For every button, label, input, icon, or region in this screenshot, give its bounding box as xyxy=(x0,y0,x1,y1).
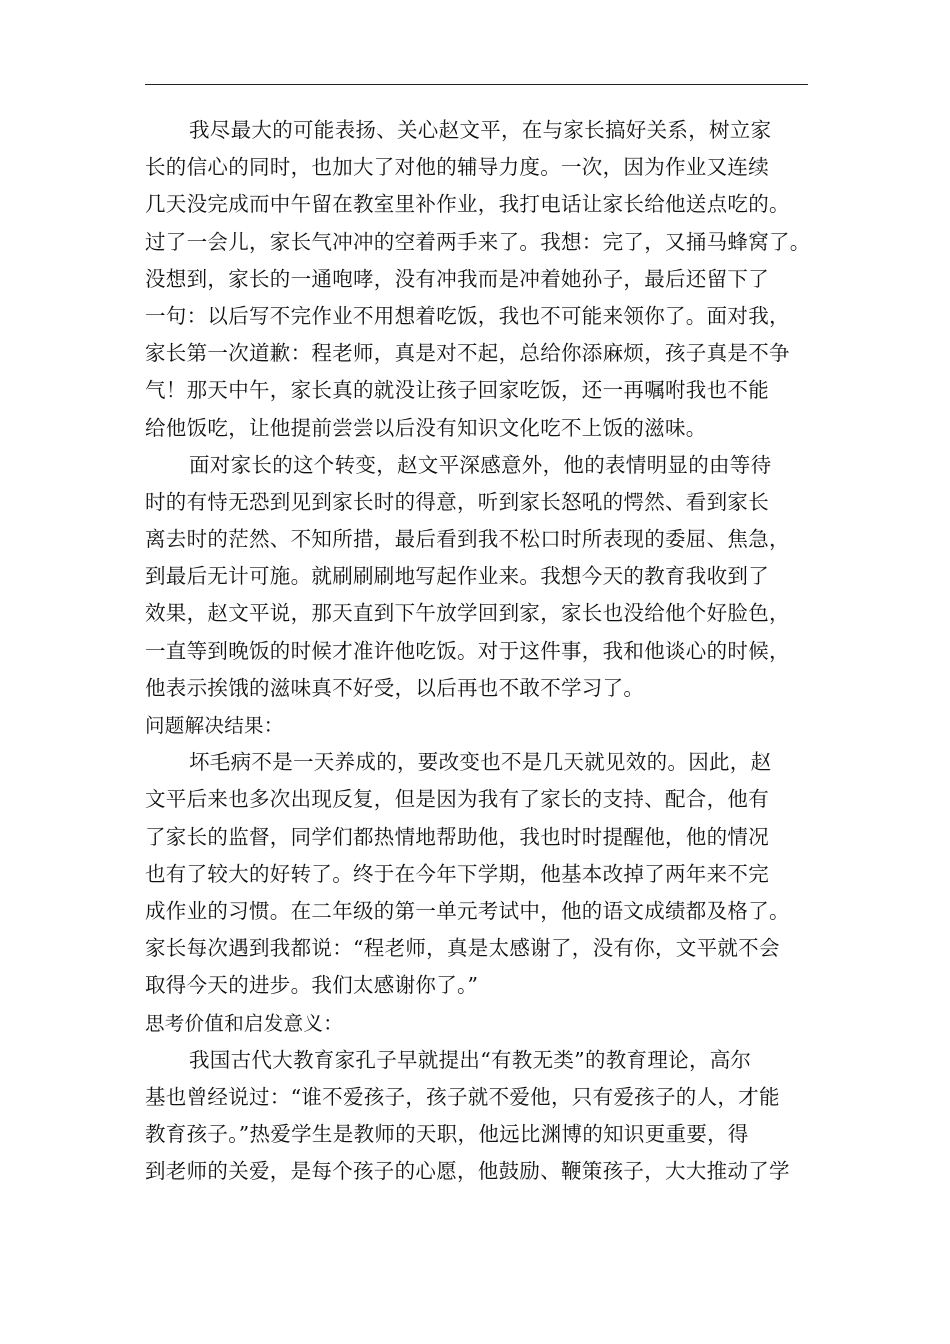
paragraph-line: 气！那天中午，家长真的就没让孩子回家吃饭，还一再嘱咐我也不能 xyxy=(145,378,769,403)
document-body xyxy=(145,112,811,1190)
paragraph-line: 教育孩子。”热爱学生是教师的天职，他远比渊博的知识更重要，得 xyxy=(145,1122,749,1147)
paragraph-line: 我尽最大的可能表扬、关心赵文平，在与家长搞好关系，树立家 xyxy=(189,118,772,142)
paragraph-line: 一直等到晚饭的时候才准许他吃饭。对于这件事，我和他谈心的时候， xyxy=(145,638,790,663)
paragraph-line: 过了一会儿，家长气冲冲的空着两手来了。我想：完了，又捅马蜂窝了。 xyxy=(145,229,811,254)
paragraph-line: 我国古代大教育家孔子早就提出“有教无类”的教育理论，高尔 xyxy=(189,1047,752,1072)
header-rule xyxy=(145,84,808,85)
paragraph-line: 基也曾经说过：“谁不爱孩子，孩子就不爱他，只有爱孩子的人，才能 xyxy=(145,1084,780,1109)
paragraph-line: 到老师的关爱，是每个孩子的心愿，他鼓励、鞭策孩子，大大推动了学 xyxy=(145,1159,790,1184)
paragraph-line: 效果，赵文平说，那天直到下午放学回到家，家长也没给他个好脸色， xyxy=(145,601,790,626)
paragraph-line: 离去时的茫然、不知所措，最后看到我不松口时所表现的委屈、焦急， xyxy=(145,527,790,552)
paragraph-line: 长的信心的同时，也加大了对他的辅导力度。一次，因为作业又连续 xyxy=(145,155,769,180)
paragraph-line: 到最后无计可施。就刷刷刷地写起作业来。我想今天的教育我收到了 xyxy=(145,564,769,589)
paragraph-line: 坏毛病不是一天养成的，要改变也不是几天就见效的。因此，赵 xyxy=(189,750,772,775)
paragraph-line: 成作业的习惯。在二年级的第一单元考试中，他的语文成绩都及格了。 xyxy=(145,898,790,923)
paragraph-line: 给他饭吃，让他提前尝尝以后没有知识文化吃不上饭的滋味。 xyxy=(145,415,707,440)
paragraph-line: 他表示挨饿的滋味真不好受，以后再也不敢不学习了。 xyxy=(145,675,645,700)
paragraph-line: 时的有恃无恐到见到家长时的得意，听到家长怒吼的愕然、看到家长 xyxy=(145,489,769,514)
paragraph-line: 了家长的监督，同学们都热情地帮助他，我也时时提醒他，他的情况 xyxy=(145,824,769,849)
paragraph-line: 几天没完成而中午留在教室里补作业，我打电话让家长给他送点吃的。 xyxy=(145,192,790,217)
paragraph-line: 也有了较大的好转了。终于在今年下学期，他基本改掉了两年来不完 xyxy=(145,861,769,886)
paragraph-line: 一句：以后写不完作业不用想着吃饭，我也不可能来领你了。面对我， xyxy=(145,303,790,328)
paragraph-line: 文平后来也多次出现反复，但是因为我有了家长的支持、配合，他有 xyxy=(145,787,769,812)
section-heading: 思考价值和启发意义： xyxy=(145,1011,344,1035)
paragraph-line: 家长每次遇到我都说：“程老师，真是太感谢了，没有你，文平就不会 xyxy=(145,936,780,961)
section-heading: 问题解决结果： xyxy=(145,714,284,737)
paragraph-line: 没想到，家长的一通咆哮，没有冲我而是冲着她孙子，最后还留下了 xyxy=(145,266,769,291)
paragraph-line: 家长第一次道歉：程老师，真是对不起，总给你添麻烦，孩子真是不争 xyxy=(145,341,790,366)
paragraph-line: 面对家长的这个转变，赵文平深感意外，他的表情明显的由等待 xyxy=(189,452,772,477)
paragraph-line: 取得今天的进步。我们太感谢你了。” xyxy=(145,973,479,998)
